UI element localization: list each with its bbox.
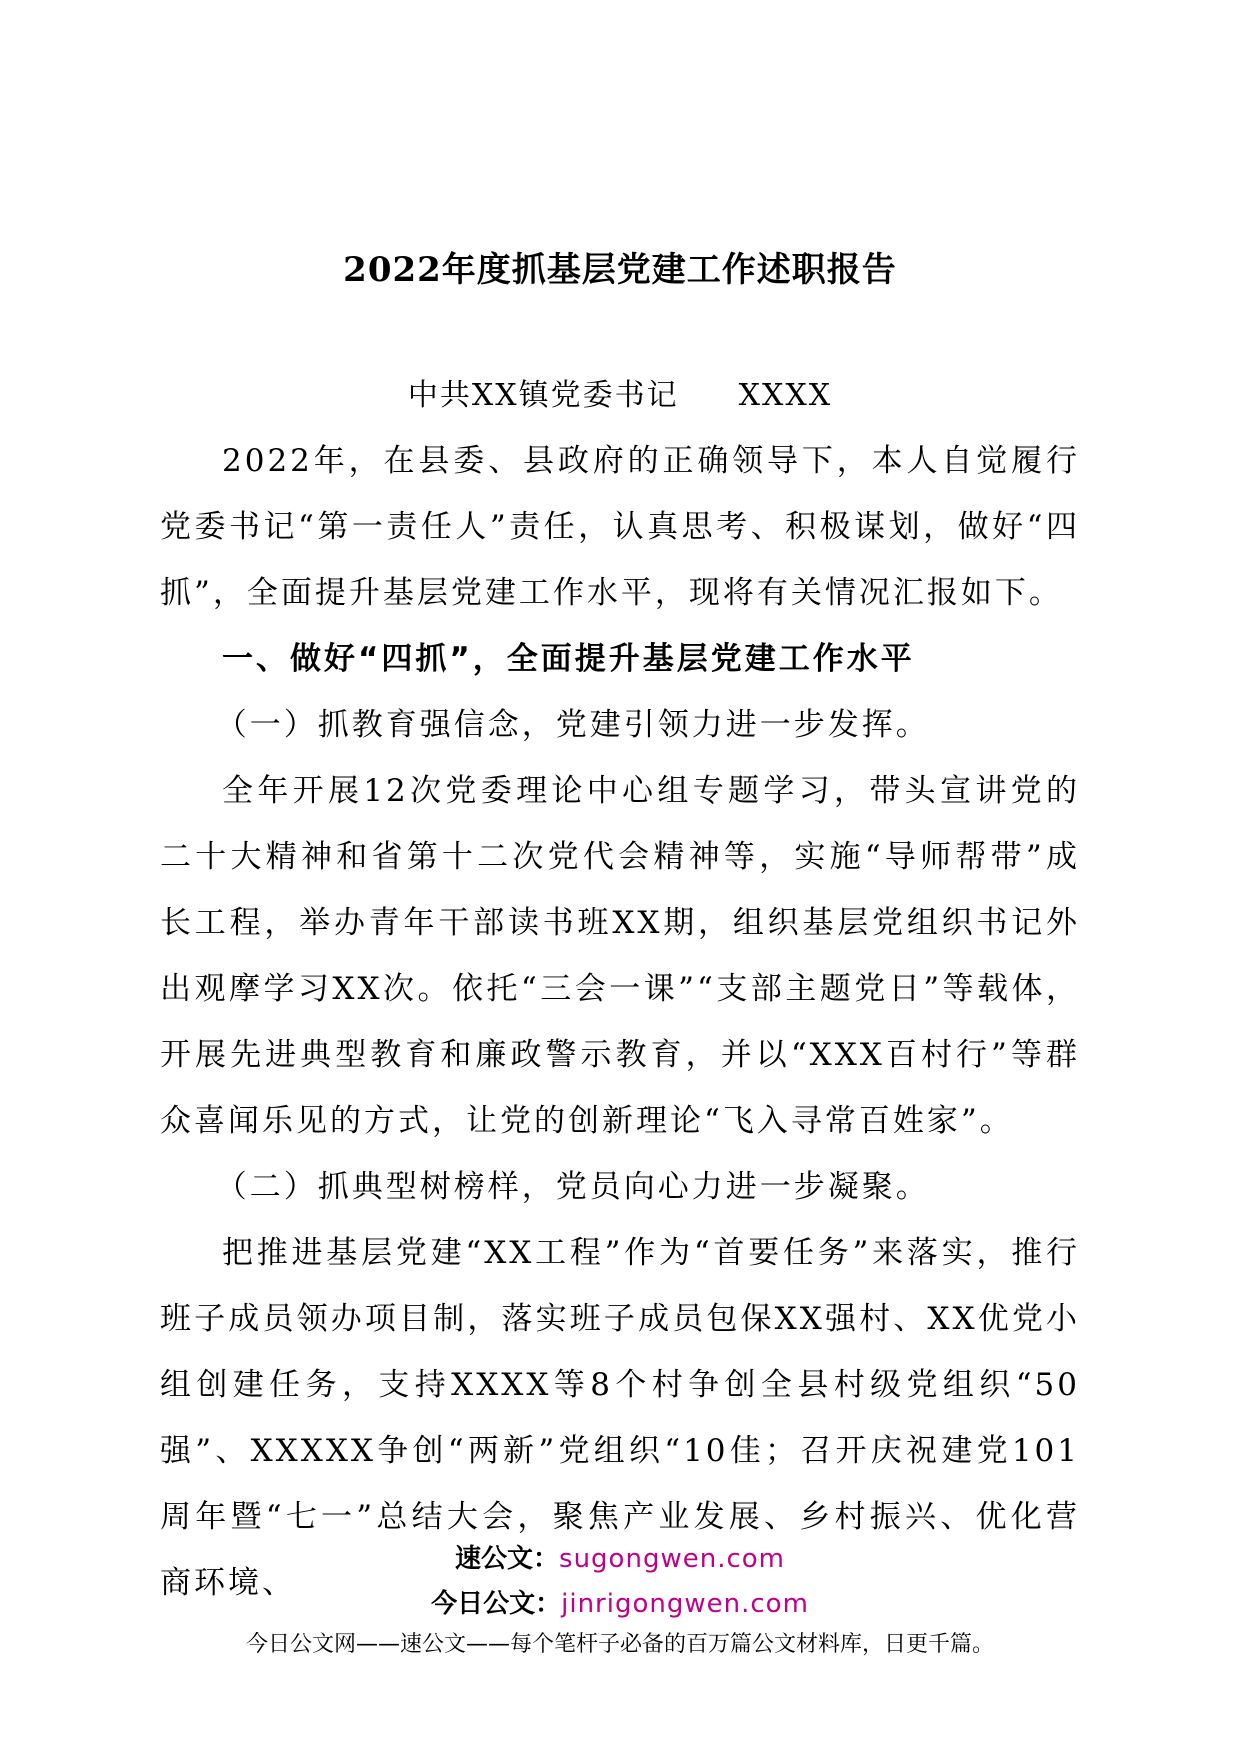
footer-sugongwen	[0, 1538, 1240, 1575]
footer-jinrigongwen	[0, 1583, 1240, 1620]
footer-label-jinrigongwen: 今日公文：	[431, 1589, 562, 1619]
footer-label-sugongwen: 速公文：	[455, 1544, 560, 1574]
document-title: 2022年度抓基层党建工作述职报告	[343, 250, 897, 290]
document-body	[160, 428, 1080, 1616]
section-heading-1: 一、做好“四抓”，全面提升基层党建工作水平	[222, 641, 915, 677]
subsection-heading-1: （一）抓教育强信念，党建引领力进一步发挥。	[215, 707, 930, 743]
author-position: 中共XX镇党委书记	[407, 378, 679, 413]
paragraph-education: 全年开展12次党委理论中心组专题学习，带头宣讲党的二十大精神和省第十二次党代会精神等，实施“导师帮带”成长工程，举办青年干部读书班XX期，组织基层党组织书记外出观摩学习XX次。依托“三会一课”“支部主题党日”等载体，开展先进典型教育和廉政警示教育，并以“XXX百村行”等群众喜闻乐见的方式，让党的创新理论“飞入寻常百姓家”。	[160, 773, 1080, 1139]
footer-link-jinrigongwen[interactable]: jinrigongwen.com	[561, 1589, 809, 1619]
paragraph-model: 把推进基层党建“XX工程”作为“首要任务”来落实，推行班子成员领办项目制，落实班子成员包保XX强村、XX优党小组创建任务，支持XXXX等8个村争创全县村级党组织“50强”、XXXXX争创“两新”党组织“10佳；召开庆祝建党101周年暨“七一”总结大会，聚焦产业发展、乡村振兴、优化营商环境、	[160, 1235, 1080, 1601]
subsection-heading-2: （二）抓典型树榜样，党员向心力进一步凝聚。	[215, 1169, 930, 1205]
footer-slogan: 今日公文网——速公文——每个笔杆子必备的百万篇公文材料库，日更千篇。	[245, 1632, 994, 1657]
footer-link-sugongwen[interactable]: sugongwen.com	[559, 1544, 785, 1574]
author-name: XXXX	[738, 378, 833, 413]
paragraph-intro: 2022年，在县委、县政府的正确领导下，本人自觉履行党委书记“第一责任人”责任，认真思考、积极谋划，做好“四抓”，全面提升基层党建工作水平，现将有关情况汇报如下。	[160, 443, 1080, 611]
author-line	[0, 370, 1240, 414]
